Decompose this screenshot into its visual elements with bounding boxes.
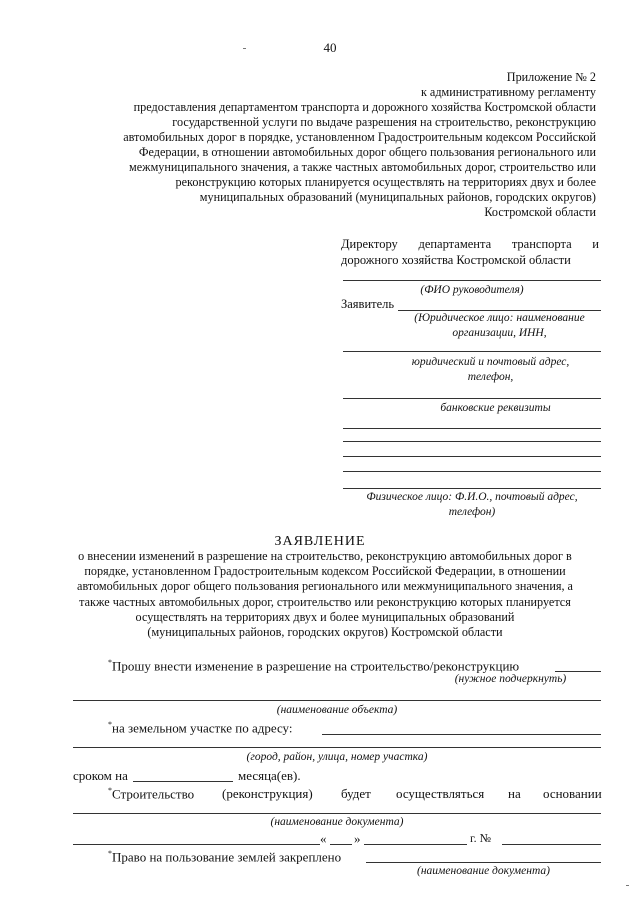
date-month-line[interactable] bbox=[364, 844, 467, 845]
document-issuer-line[interactable] bbox=[73, 844, 320, 845]
underline-caption: (нужное подчеркнуть) bbox=[454, 673, 567, 685]
appendix-line: автомобильных дорог в порядке, установленном Градостроительным кодексом Российской bbox=[123, 130, 596, 144]
appendix-line: предоставления департаментом транспорта и дорожного хозяйства Костромской области bbox=[133, 100, 596, 114]
request-text bbox=[108, 658, 519, 674]
subtitle-line: также частных автомобильных дорог, строительство или реконструкцию которых планируется bbox=[79, 594, 571, 609]
appendix-header bbox=[56, 70, 596, 220]
year-number-label: г. № bbox=[470, 831, 492, 845]
subtitle-line: (муниципальных районов, городских округов) Костромской области bbox=[147, 625, 503, 640]
address-caption: телефон, bbox=[467, 371, 514, 383]
asterisk-mark: * bbox=[108, 849, 112, 858]
subtitle-line: осуществлять на территориях двух и более муниципальных образований bbox=[135, 609, 515, 624]
appendix-line: Приложение № 2 bbox=[506, 70, 596, 84]
individual-caption: Физическое лицо: Ф.И.О., почтовый адрес, bbox=[366, 491, 578, 503]
statement-subtitle bbox=[40, 549, 610, 640]
head-name-line[interactable] bbox=[343, 280, 601, 281]
date-open-quote: « bbox=[320, 831, 327, 846]
construction-word: Строительство bbox=[112, 786, 195, 802]
appendix-line: межмуниципального значения, а также частных автомобильных дорог, строительство или bbox=[129, 160, 596, 174]
applicant-label: Заявитель bbox=[341, 297, 395, 311]
basis-document-line[interactable] bbox=[73, 813, 601, 814]
request-type-line[interactable] bbox=[555, 671, 601, 672]
construction-word: (реконструкция) bbox=[222, 786, 313, 801]
applicant-line[interactable] bbox=[398, 310, 601, 311]
subtitle-line: автомобильных дорог общего пользования регионального или межмуниципального значения, а bbox=[77, 579, 573, 594]
asterisk-mark: * bbox=[108, 658, 112, 667]
address-caption: юридический и почтовый адрес, bbox=[411, 356, 570, 368]
applicant-line[interactable] bbox=[343, 398, 601, 399]
applicant-line[interactable] bbox=[343, 351, 601, 352]
date-day-line[interactable] bbox=[330, 844, 352, 845]
plot-text bbox=[108, 720, 292, 736]
object-name-line[interactable] bbox=[73, 700, 601, 701]
head-name-caption: (ФИО руководителя) bbox=[420, 284, 524, 296]
appendix-line: государственной услуги по выдаче разрешения на строительство, реконструкцию bbox=[172, 115, 596, 129]
subtitle-line: порядке, установленном Градостроительным кодексом Российской Федерации, в отношении bbox=[84, 564, 566, 579]
construction-word: осуществляться bbox=[396, 786, 485, 801]
plot-address-line[interactable] bbox=[73, 747, 601, 748]
request-label: Прошу внести изменение в разрешение на строительство/реконструкцию bbox=[112, 658, 520, 674]
term-suffix: месяца(ев). bbox=[238, 768, 301, 783]
addressee-line: Директору департамента транспорта и bbox=[341, 237, 599, 251]
page-number: 40 bbox=[323, 40, 337, 55]
bank-details-caption: банковские реквизиты bbox=[440, 402, 551, 414]
addressee-line: дорожного хозяйства Костромской области bbox=[341, 253, 571, 267]
asterisk-mark: * bbox=[108, 720, 112, 729]
land-document-caption: (наименование документа) bbox=[417, 865, 550, 877]
asterisk-mark: * bbox=[108, 786, 112, 795]
subtitle-line: о внесении изменений в разрешение на строительство, реконструкцию автомобильных дорог в bbox=[78, 549, 572, 563]
construction-word: на bbox=[508, 786, 521, 801]
construction-text bbox=[108, 786, 194, 802]
plot-address-line[interactable] bbox=[322, 734, 601, 735]
appendix-line: Федерации, в отношении автомобильных дорог общего пользования регионального или bbox=[138, 145, 596, 159]
term-line[interactable] bbox=[133, 781, 233, 782]
land-label: Право на пользование землей закреплено bbox=[112, 849, 342, 865]
statement-title: ЗАЯВЛЕНИЕ bbox=[274, 534, 366, 549]
addressee-block bbox=[341, 236, 599, 268]
appendix-line: реконструкцию которых планируется осуществлять на территориях двух и более bbox=[175, 175, 596, 189]
term-prefix: сроком на bbox=[73, 768, 128, 783]
applicant-line[interactable] bbox=[343, 471, 601, 472]
appendix-line: Костромской области bbox=[484, 205, 596, 219]
plot-label: на земельном участке по адресу: bbox=[112, 720, 293, 736]
individual-caption: телефон) bbox=[448, 506, 496, 518]
applicant-line[interactable] bbox=[343, 441, 601, 442]
applicant-line[interactable] bbox=[343, 488, 601, 489]
appendix-line: муниципальных образований (муниципальных районов, городских округов) bbox=[199, 190, 596, 204]
appendix-line: к административному регламенту bbox=[420, 85, 596, 99]
scan-speck bbox=[243, 48, 246, 49]
object-name-caption: (наименование объекта) bbox=[276, 704, 398, 716]
construction-word: будет bbox=[341, 786, 371, 801]
plot-address-caption: (город, район, улица, номер участка) bbox=[246, 751, 428, 763]
legal-entity-caption: организации, ИНН, bbox=[452, 327, 547, 339]
applicant-line[interactable] bbox=[343, 428, 601, 429]
land-document-line[interactable] bbox=[366, 862, 601, 863]
date-close-quote: » bbox=[354, 831, 361, 846]
land-text bbox=[108, 849, 341, 865]
construction-word: основании bbox=[543, 786, 602, 801]
basis-document-caption: (наименование документа) bbox=[270, 816, 404, 828]
document-number-line[interactable] bbox=[502, 844, 601, 845]
legal-entity-caption: (Юридическое лицо: наименование bbox=[414, 312, 585, 324]
scan-speck bbox=[626, 885, 629, 886]
applicant-line[interactable] bbox=[343, 456, 601, 457]
